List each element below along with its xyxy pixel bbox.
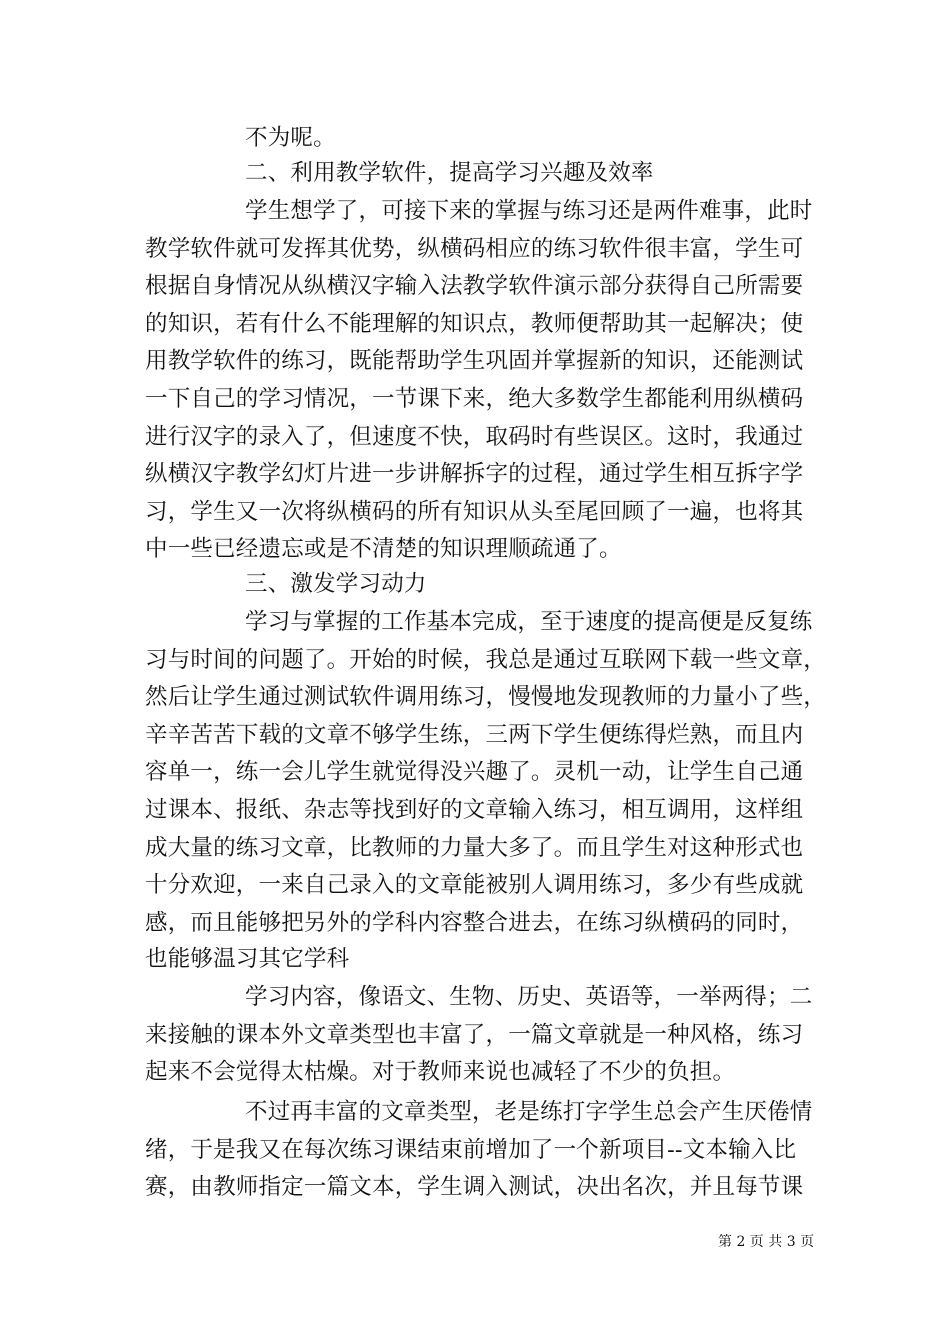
section-heading: 二、利用教学软件，提高学习兴趣及效率 (245, 160, 654, 186)
text-line: 感，而且能够把另外的学科内容整合进去，在练习纵横码的同时， (145, 910, 804, 936)
text-line: 教学软件就可发挥其优势，纵横码相应的练习软件很丰富，学生可 (145, 236, 804, 262)
text-line: 纵横汉字教学幻灯片进一步讲解拆字的过程，通过学生相互拆字学 (145, 461, 804, 487)
text-line: 习，学生又一次将纵横码的所有知识从头至尾回顾了一遍，也将其 (145, 499, 804, 525)
text-line: 中一些已经遗忘或是不清楚的知识理顺疏通了。 (145, 536, 622, 562)
text-line: 习与时间的问题了。开始的时候，我总是通过互联网下载一些文章， (145, 647, 827, 673)
text-line: 成大量的练习文章，比教师的力量大多了。而且学生对这种形式也 (145, 835, 804, 861)
text-line: 根据自身情况从纵横汉字输入法教学软件演示部分获得自己所需要 (145, 273, 804, 299)
text-line: 学习内容，像语文、生物、历史、英语等，一举两得；二 (245, 984, 813, 1010)
text-line: 十分欢迎，一来自己录入的文章能被别人调用练习，多少有些成就 (145, 872, 804, 898)
text-line: 过课本、报纸、杂志等找到好的文章输入练习，相互调用，这样组 (145, 797, 804, 823)
text-line: 的知识，若有什么不能理解的知识点，教师便帮助其一起解决；使 (145, 311, 804, 337)
text-line: 然后让学生通过测试软件调用练习，慢慢地发现教师的力量小了些， (145, 684, 827, 710)
section-heading: 三、激发学习动力 (245, 571, 427, 597)
text-line: 也能够温习其它学科 (145, 946, 350, 972)
text-line: 起来不会觉得太枯燥。对于教师来说也减轻了不少的负担。 (145, 1059, 736, 1085)
text-line: 绪，于是我又在每次练习课结束前增加了一个新项目--文本输入比 (145, 1137, 797, 1163)
text-line: 学习与掌握的工作基本完成，至于速度的提高便是反复练 (245, 609, 813, 635)
text-line: 用教学软件的练习，既能帮助学生巩固并掌握新的知识，还能测试 (145, 348, 804, 374)
text-line: 来接触的课本外文章类型也丰富了，一篇文章就是一种风格，练习 (145, 1022, 804, 1048)
text-line: 不为呢。 (245, 125, 336, 151)
text-line: 容单一，练一会儿学生就觉得没兴趣了。灵机一动，让学生自己通 (145, 759, 804, 785)
text-line: 学生想学了，可接下来的掌握与练习还是两件难事，此时 (245, 198, 813, 224)
text-line: 不过再丰富的文章类型，老是练打字学生总会产生厌倦情 (245, 1099, 813, 1125)
text-line: 赛，由教师指定一篇文本，学生调入测试，决出名次，并且每节课 (145, 1174, 804, 1200)
text-line: 辛辛苦苦下载的文章不够学生练，三两下学生便练得烂熟，而且内 (145, 722, 804, 748)
page-number: 第 2 页 共 3 页 (718, 1234, 815, 1250)
text-line: 一下自己的学习情况，一节课下来，绝大多数学生都能利用纵横码 (145, 386, 804, 412)
text-line: 进行汉字的录入了，但速度不快，取码时有些误区。这时，我通过 (145, 424, 804, 450)
